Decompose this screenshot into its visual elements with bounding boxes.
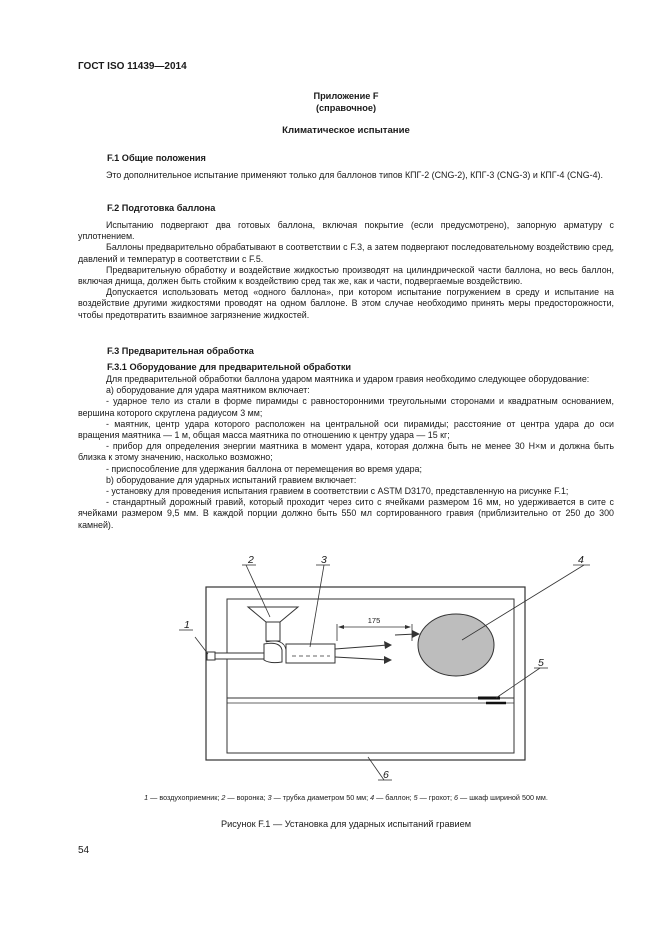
section-f3-title: F.3 Предварительная обработка — [107, 346, 254, 356]
list-item: - приспособление для удержания баллона от перемещения во время удара; — [106, 463, 422, 474]
dimension-arrow — [405, 625, 411, 629]
callout-leader-5 — [496, 668, 540, 698]
list-item: - ударное тело из стали в форме пирамиды с равносторонними треугольными сторонами и квадратным основанием, вершина которого скруглена радиусом 3 мм; — [78, 396, 614, 418]
figure-legend — [78, 793, 614, 802]
legend-text: — баллон; — [374, 793, 414, 802]
paragraph: Испытанию подвергают два готовых баллона, включая покрытие (если предусмотрено), запорную арматуру с уплотнением. — [78, 220, 614, 242]
appendix-note: (справочное) — [315, 103, 376, 113]
funnel-neck — [266, 622, 280, 641]
figure-title: Рисунок F.1 — Установка для ударных испытаний гравием — [220, 819, 472, 829]
section-f2-title: F.2 Подготовка баллона — [107, 203, 216, 213]
legend-num: 3 — [267, 793, 272, 802]
legend-text: — трубка диаметром 50 мм; — [271, 793, 371, 802]
air-intake-pipe — [215, 653, 264, 659]
list-item: а) оборудование для удара маятником включает: — [106, 385, 310, 396]
section-f3-1-title: F.3.1 Оборудование для предварительной обработки — [107, 362, 352, 372]
callout-5: 5 — [538, 657, 544, 669]
callout-1: 1 — [184, 619, 190, 631]
arrow-head — [384, 641, 392, 649]
paragraph: Баллоны предварительно обрабатывают в соответствии с F.3, а затем подвергают последовательному воздействию сред, давлений и температур в соответствии с F.5. — [78, 242, 614, 264]
dimension-arrow — [338, 625, 344, 629]
air-intake-inlet — [207, 652, 215, 660]
list-item: - стандартный дорожный гравий, который проходит через сито с ячейками размером 16 мм, но удерживается в сите с ячейками размером 9,5 мм. В каждой порции должно быть 550 мл сортированного гравия (приблизительно от 250 до 300 камней). — [78, 497, 614, 530]
paragraph: Предварительную обработку и воздействие жидкостью производят на цилиндрической части баллона, но весь баллон, включая днища, должен быть стойким к воздействию сред так же, как и части, подвергаемые воздействию. — [78, 264, 614, 287]
callout-6: 6 — [383, 769, 389, 781]
legend-text: — воздухоприемник; — [148, 793, 222, 802]
legend-num: 6 — [454, 793, 459, 802]
appendix-title: Приложение F — [313, 91, 379, 101]
legend-num: 4 — [370, 793, 375, 802]
legend-text: — воронка; — [225, 793, 268, 802]
section-f1-title: F.1 Общие положения — [107, 153, 206, 163]
callout-3: 3 — [321, 554, 327, 566]
list-item: - установку для проведения испытания гравием в соответствии с ASTM D3170, представленную на рисунке F.1; — [106, 486, 569, 497]
funnel-icon — [248, 607, 298, 622]
callout-2: 2 — [248, 554, 254, 566]
paragraph: Допускается использовать метод «одного баллона», при котором испытание погружением в среду и испытание на воздействие другими жидкостями проводят на одном баллоне. В этом случае необходимо принять меры предосторожности, чтобы предотвратить взаимное загрязнение жидкостей. — [78, 287, 614, 320]
callout-4: 4 — [578, 554, 584, 566]
standard-header: ГОСТ ISO 11439—2014 — [78, 61, 187, 72]
legend-num: 2 — [221, 793, 226, 802]
callout-leader-4 — [462, 565, 584, 640]
paragraph: Для предварительной обработки баллона ударом маятника и ударом гравия необходимо следующее оборудование: — [106, 374, 590, 384]
arrow-head — [384, 656, 392, 664]
page-number: 54 — [78, 845, 90, 856]
callout-leader-3 — [310, 565, 324, 647]
cabinet-outer-wall — [206, 587, 525, 760]
legend-num: 5 — [413, 793, 418, 802]
trajectory-line — [335, 645, 388, 649]
legend-num: 1 — [144, 793, 149, 802]
dimension-label: 175 — [367, 616, 381, 625]
legend-text: — шкаф шириной 500 мм. — [458, 793, 548, 802]
paragraph: Это дополнительное испытание применяют только для баллонов типов КПГ-2 (CNG-2), КПГ-3 (CNG-3) и КПГ-4 (CNG-4). — [106, 170, 603, 180]
legend-text: — грохот; — [417, 793, 455, 802]
trajectory-line — [335, 657, 388, 660]
list-item: - маятник, центр удара которого расположен на центральной оси пирамиды; расстояние от центра удара до оси вращения маятника — 1 м, общая масса маятника по отношению к центру удара — 15 кг; — [78, 418, 614, 441]
appendix-heading: Климатическое испытание — [282, 125, 410, 136]
tube-50mm — [286, 644, 335, 663]
pipe-elbow — [264, 643, 282, 662]
cylinder-icon — [418, 614, 494, 676]
list-item: b) оборудование для ударных испытаний гравием включает: — [106, 474, 357, 485]
list-item: - прибор для определения энергии маятника в момент удара, которая должна быть не менее 30 Н×м и должна быть близка к этому значению, насколько возможно; — [78, 441, 614, 463]
